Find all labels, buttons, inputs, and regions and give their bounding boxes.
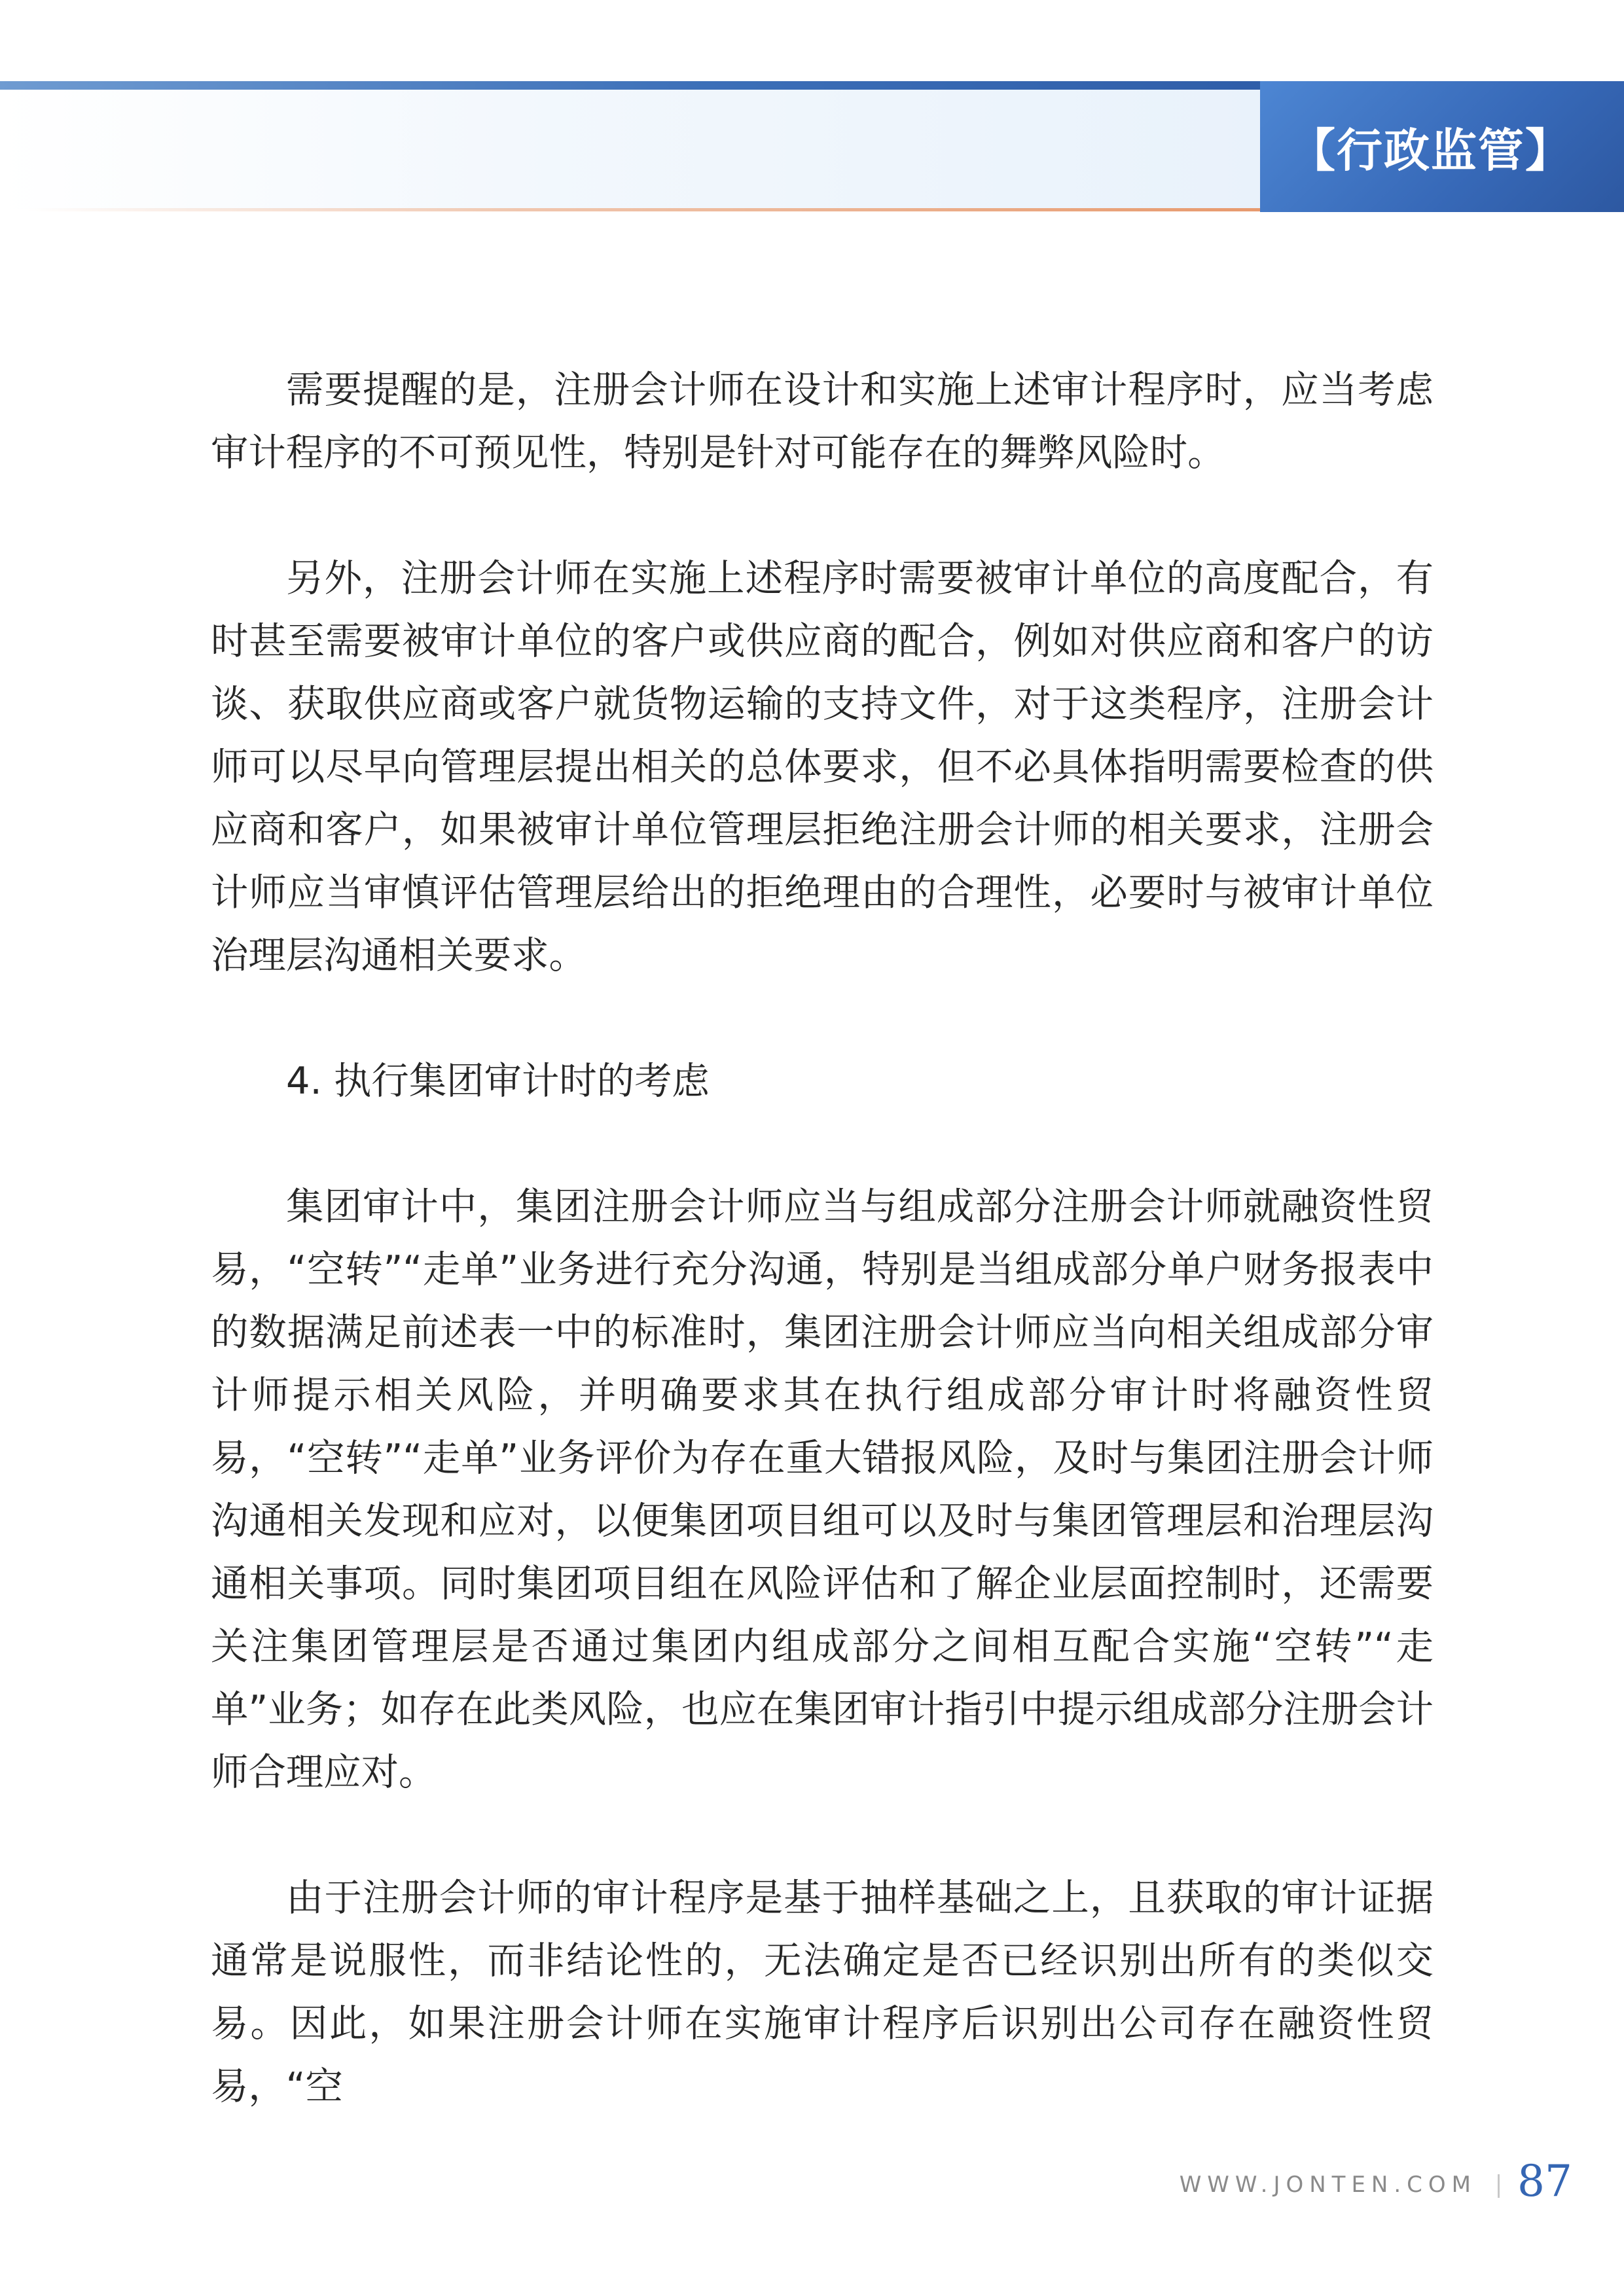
section-tag-label: 【行政监管】 — [1290, 122, 1572, 177]
page-number: 87 — [1517, 2156, 1572, 2206]
paragraph-cooperation: 另外，注册会计师在实施上述程序时需要被审计单位的高度配合，有时甚至需要被审计单位的客户或供应商的配合，例如对供应商和客户的访谈、获取供应商或客户就货物运输的支持文件，对于这类程序，注册会计师可以尽早向管理层提出相关的总体要求，但不必具体指明需要检查的供应商和客户，如果被审计单位管理层拒绝注册会计师的相关要求，注册会计师应当审慎评估管理层给出的拒绝理由的合理性，必要时与被审计单位治理层沟通相关要求。 — [211, 556, 1434, 977]
section-heading-group-audit: 4. 执行集团审计时的考虑 — [286, 1059, 710, 1103]
header-underline — [26, 208, 1262, 211]
header-top-rule — [0, 81, 1283, 90]
footer-separator — [1498, 2174, 1500, 2198]
article-body — [211, 359, 1434, 2118]
paragraph-group-audit: 集团审计中，集团注册会计师应当与组成部分注册会计师就融资性贸易，“空转”“走单”业务进行充分沟通，特别是当组成部分单户财务报表中的数据满足前述表一中的标准时，集团注册会计师应当向相关组成部分审计师提示相关风险，并明确要求其在执行组成部分审计时将融资性贸易，“空转”“走单”业务评价为存在重大错报风险，及时与集团注册会计师沟通相关发现和应对，以便集团项目组可以及时与集团管理层和治理层沟通相关事项。同时集团项目组在风险评估和了解企业层面控制时，还需要关注集团管理层是否通过集团内组成部分之间相互配合实施“空转”“走单”业务；如存在此类风险，也应在集团审计指引中提示组成部分注册会计师合理应对。 — [211, 1185, 1434, 1794]
footer-website: WWW.JONTEN.COM — [1179, 2172, 1477, 2198]
paragraph-sampling: 由于注册会计师的审计程序是基于抽样基础之上，且获取的审计证据通常是说服性，而非结论性的，无法确定是否已经识别出所有的类似交易。因此，如果注册会计师在实施审计程序后识别出公司存在融资性贸易，“空 — [211, 1876, 1434, 2108]
header-band — [0, 90, 1263, 209]
section-tag — [1260, 81, 1624, 212]
paragraph-reminder: 需要提醒的是，注册会计师在设计和实施上述审计程序时，应当考虑审计程序的不可预见性，特别是针对可能存在的舞弊风险时。 — [211, 368, 1434, 475]
